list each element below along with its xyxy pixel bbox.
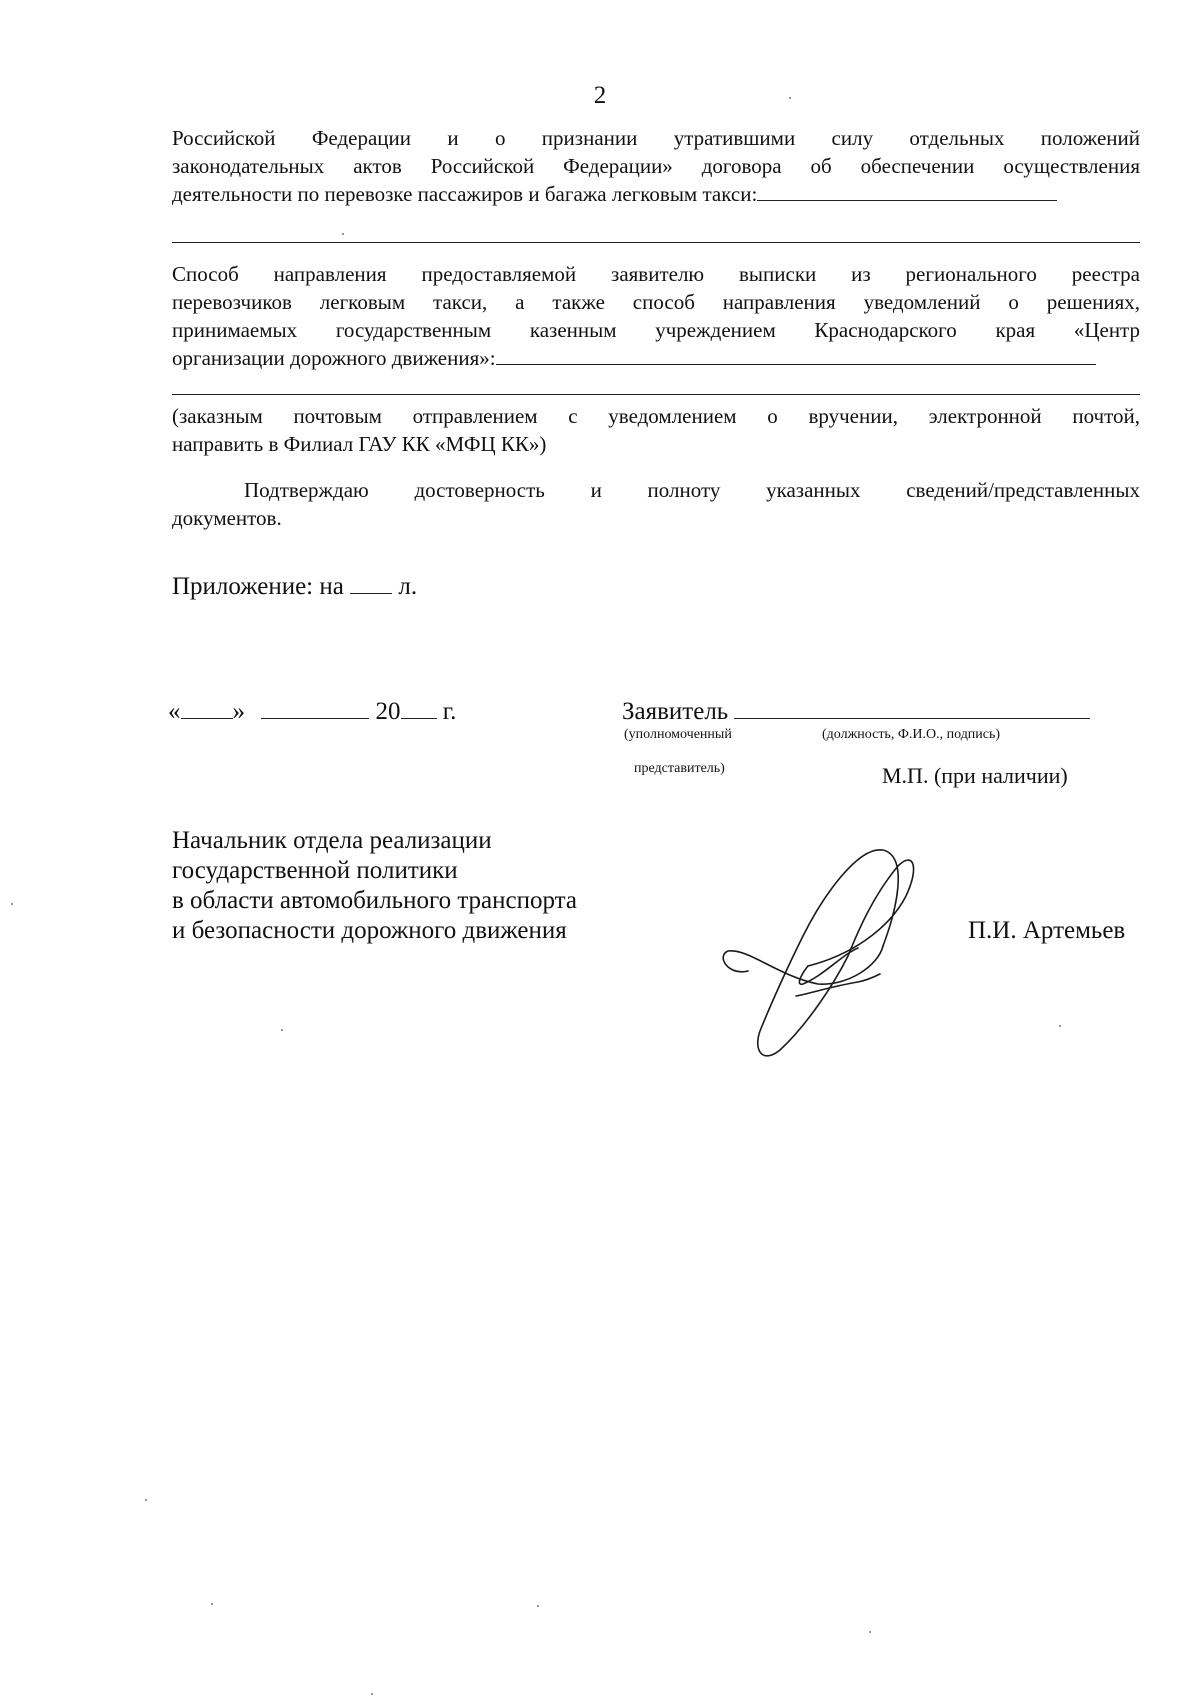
method-line-2: перевозчиков легковым такси, а также способ направления уведомлений о решениях,	[172, 290, 1140, 314]
method-line-1: Способ направления предоставляемой заявителю выписки из регионального реестра	[172, 262, 1140, 286]
method-hint-line-2: направить в Филиал ГАУ КК «МФЦ КК»)	[172, 432, 547, 456]
applicant-caption-left-1: (уполномоченный	[624, 727, 732, 742]
applicant-caption-left-2: представитель)	[634, 761, 725, 776]
official-name: П.И. Артемьев	[968, 917, 1126, 944]
method-line-3: принимаемых государственным казенным учреждением Краснодарского края «Центр	[172, 318, 1140, 342]
attachment-prefix: Приложение: на	[172, 573, 344, 600]
confirm-line-2: документов.	[172, 506, 282, 530]
official-line-1: Начальник отдела реализации	[172, 827, 492, 854]
date-year-suffix: г.	[442, 698, 457, 725]
date-year-prefix: 20	[375, 698, 401, 725]
attachment-suffix: л.	[398, 573, 418, 600]
official-line-4: и безопасности дорожного движения	[172, 917, 567, 944]
intro-line-1: Российской Федерации и о признании утратившими силу отдельных положений	[172, 126, 1140, 150]
date-close-quote: »	[232, 698, 245, 725]
official-line-2: государственной политики	[172, 857, 458, 884]
method-line-4-text: организации дорожного движения»:	[172, 346, 496, 370]
applicant-label: Заявитель	[622, 698, 729, 725]
intro-line-3-text: деятельности по перевозке пассажиров и багажа легковым такси:	[172, 182, 758, 206]
official-line-3: в области автомобильного транспорта	[172, 887, 578, 914]
confirm-line-1: Подтверждаю достоверность и полноту указанных сведений/представленных	[244, 478, 1140, 502]
intro-line-2: законодательных актов Российской Федерации» договора об обеспечении осуществления	[172, 154, 1140, 178]
method-hint-line-1: (заказным почтовым отправлением с уведомлением о вручении, электронной почтой,	[172, 404, 1140, 428]
page-number: 2	[593, 82, 607, 109]
stamp-note: М.П. (при наличии)	[882, 763, 1068, 788]
applicant-caption-right: (должность, Ф.И.О., подпись)	[822, 727, 1001, 742]
date-open-quote: «	[168, 698, 181, 725]
